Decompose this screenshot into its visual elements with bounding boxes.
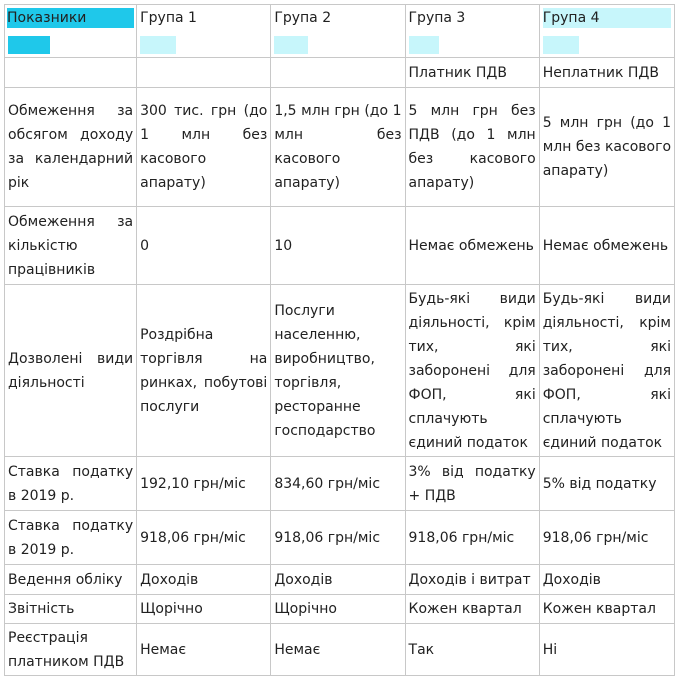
table-cell: Доходів <box>539 565 674 595</box>
table-cell: 1,5 млн грн (до 1 млн без касового апарату) <box>271 88 405 207</box>
row-label: Обмеження за обсягом доходу за календарний рік <box>5 88 137 207</box>
table-cell: 918,06 грн/міс <box>271 511 405 565</box>
header-cell-group-4 <box>539 5 674 58</box>
row-label: Ставка податку в 2019 р. <box>5 511 137 565</box>
header-group-2-label: Група 2 <box>274 10 332 26</box>
header-group-1-label: Група 1 <box>140 10 197 26</box>
table-cell: Доходів <box>137 565 271 595</box>
table-cell: 10 <box>271 207 405 285</box>
table-cell: 5% від податку <box>539 457 674 511</box>
header-group-3-label: Група 3 <box>408 10 466 26</box>
table-cell: Щорічно <box>137 595 271 624</box>
table-cell: 300 тис. грн (до 1 млн без касового апарату) <box>137 88 271 207</box>
table-cell: Немає обмежень <box>405 207 539 285</box>
fop-groups-table <box>4 4 675 676</box>
table-cell: Роздрібна торгівля на ринках, побутові послуги <box>137 285 271 457</box>
table-cell: Щорічно <box>271 595 405 624</box>
row-label: Ведення обліку <box>5 565 137 595</box>
table-row <box>5 624 675 676</box>
header-cell-indicators <box>5 5 137 58</box>
header-group-4-label: Група 4 <box>543 8 671 28</box>
subheader-non-vat-payer: Неплатник ПДВ <box>539 58 674 88</box>
table-cell: Будь-які види діяльності, крім тих, які заборонені для ФОП, які сплачують єдиний податок <box>539 285 674 457</box>
row-label: Звітність <box>5 595 137 624</box>
header-cell-group-1 <box>137 5 271 58</box>
table-cell: 5 млн грн без ПДВ (до 1 млн без касового апарату) <box>405 88 539 207</box>
table-cell: 918,06 грн/міс <box>405 511 539 565</box>
table-cell <box>5 58 137 88</box>
highlight-swatch <box>543 36 579 54</box>
table-row <box>5 565 675 595</box>
header-indicators-label: Показники <box>7 8 134 28</box>
row-label: Ставка податку в 2019 р. <box>5 457 137 511</box>
header-cell-group-3 <box>405 5 539 58</box>
highlight-swatch <box>140 36 176 54</box>
highlight-swatch <box>274 36 308 54</box>
header-row <box>5 5 675 58</box>
table-row <box>5 285 675 457</box>
table-cell: 5 млн грн (до 1 млн без касового апарату) <box>539 88 674 207</box>
table-cell: Немає обмежень <box>539 207 674 285</box>
table-cell: Будь-які види діяльності, крім тих, які заборонені для ФОП, які сплачують єдиний податок <box>405 285 539 457</box>
row-label: Реєстрація платником ПДВ <box>5 624 137 676</box>
table-cell: 3% від податку + ПДВ <box>405 457 539 511</box>
table-cell <box>271 58 405 88</box>
subheader-row <box>5 58 675 88</box>
table-cell: Доходів <box>271 565 405 595</box>
table-cell: Доходів і витрат <box>405 565 539 595</box>
header-cell-group-2 <box>271 5 405 58</box>
table-cell: Кожен квартал <box>405 595 539 624</box>
table-cell <box>137 58 271 88</box>
table-row <box>5 457 675 511</box>
row-label: Дозволені види діяльності <box>5 285 137 457</box>
table-cell: Ні <box>539 624 674 676</box>
highlight-swatch <box>8 36 50 54</box>
table-cell: Немає <box>137 624 271 676</box>
table-row <box>5 595 675 624</box>
table-cell: Кожен квартал <box>539 595 674 624</box>
table-cell: 0 <box>137 207 271 285</box>
table-cell: Немає <box>271 624 405 676</box>
highlight-swatch <box>409 36 439 54</box>
subheader-vat-payer: Платник ПДВ <box>405 58 539 88</box>
table-row <box>5 88 675 207</box>
table-cell: 192,10 грн/міс <box>137 457 271 511</box>
table-cell: Послуги населенню, виробництво, торгівля, ресторанне господарство <box>271 285 405 457</box>
table-cell: 834,60 грн/міс <box>271 457 405 511</box>
table-row <box>5 207 675 285</box>
row-label: Обмеження за кількістю працівників <box>5 207 137 285</box>
table-cell: 918,06 грн/міс <box>137 511 271 565</box>
table-cell: 918,06 грн/міс <box>539 511 674 565</box>
table-row <box>5 511 675 565</box>
table-cell: Так <box>405 624 539 676</box>
